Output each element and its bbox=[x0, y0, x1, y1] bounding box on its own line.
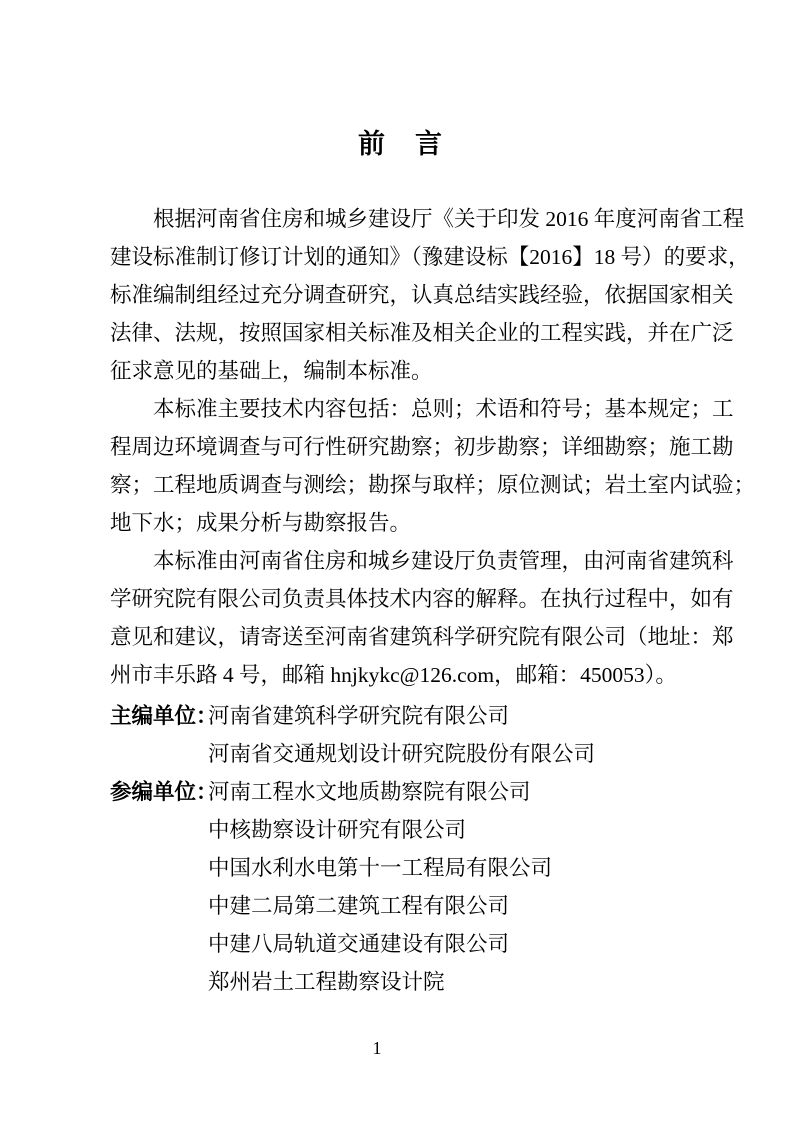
title-char: 前 bbox=[358, 129, 385, 159]
paragraph-3 bbox=[110, 542, 734, 694]
participating-editor-unit: 中国水利水电第十一工程局有限公司 bbox=[208, 856, 553, 880]
text-line: 本标准主要技术内容包括：总则；术语和符号；基本规定；工 bbox=[153, 397, 734, 421]
text-line: 本标准由河南省住房和城乡建设厅负责管理，由河南省建筑科 bbox=[153, 549, 734, 573]
chief-editor-unit: 河南省建筑科学研究院有限公司 bbox=[208, 704, 510, 728]
text-line: 程周边环境调查与可行性研究勘察；初步勘察；详细勘察；施工勘 bbox=[110, 435, 734, 459]
text-line: 根据河南省住房和城乡建设厅《关于印发 2016 年度河南省工程 bbox=[153, 207, 745, 231]
text-line: 标准编制组经过充分调查研究，认真总结实践经验，依据国家相关 bbox=[110, 283, 734, 307]
text-line: 地下水；成果分析与勘察报告。 bbox=[110, 511, 412, 535]
text-line: 学研究院有限公司负责具体技术内容的解释。在执行过程中，如有 bbox=[110, 587, 734, 611]
participating-editor-unit: 中核勘察设计研究有限公司 bbox=[208, 818, 467, 842]
participating-editor-unit: 河南工程水文地质勘察院有限公司 bbox=[208, 780, 531, 804]
participating-editor-row bbox=[110, 887, 710, 925]
text-line: 征求意见的基础上，编制本标准。 bbox=[110, 359, 433, 383]
paragraph-1 bbox=[110, 200, 750, 390]
text-line: 察；工程地质调查与测绘；勘探与取样；原位测试；岩土室内试验； bbox=[110, 473, 756, 497]
participating-editor-unit: 中建二局第二建筑工程有限公司 bbox=[208, 894, 510, 918]
participating-editor-row bbox=[110, 963, 710, 1001]
paragraph-2 bbox=[110, 390, 756, 542]
participating-editor-row bbox=[110, 849, 710, 887]
chief-editor-row bbox=[110, 735, 710, 773]
participating-editor-label: 参编单位： bbox=[110, 780, 218, 804]
text-line: 意见和建议，请寄送至河南省建筑科学研究院有限公司（地址：郑 bbox=[110, 625, 734, 649]
page-title bbox=[0, 122, 800, 161]
text-line: 法律、法规，按照国家相关标准及相关企业的工程实践，并在广泛 bbox=[110, 321, 734, 345]
editor-units bbox=[110, 697, 710, 1001]
text-line: 州市丰乐路 4 号，邮箱 hnjkykc@126.com，邮箱：450053）。 bbox=[110, 663, 677, 687]
participating-editor-unit: 郑州岩土工程勘察设计院 bbox=[208, 970, 445, 994]
participating-editor-row bbox=[110, 773, 710, 811]
title-char: 言 bbox=[415, 129, 442, 159]
participating-editor-row bbox=[110, 811, 710, 849]
preface-body bbox=[110, 200, 756, 694]
page-number: 1 bbox=[372, 1038, 382, 1058]
participating-editor-unit: 中建八局轨道交通建设有限公司 bbox=[208, 932, 510, 956]
chief-editor-unit: 河南省交通规划设计研究院股份有限公司 bbox=[208, 742, 596, 766]
participating-editor-row bbox=[110, 925, 710, 963]
chief-editor-label: 主编单位： bbox=[110, 704, 218, 728]
chief-editor-row bbox=[110, 697, 710, 735]
text-line: 建设标准制订修订计划的通知》（豫建设标【2016】18 号）的要求， bbox=[110, 245, 750, 269]
